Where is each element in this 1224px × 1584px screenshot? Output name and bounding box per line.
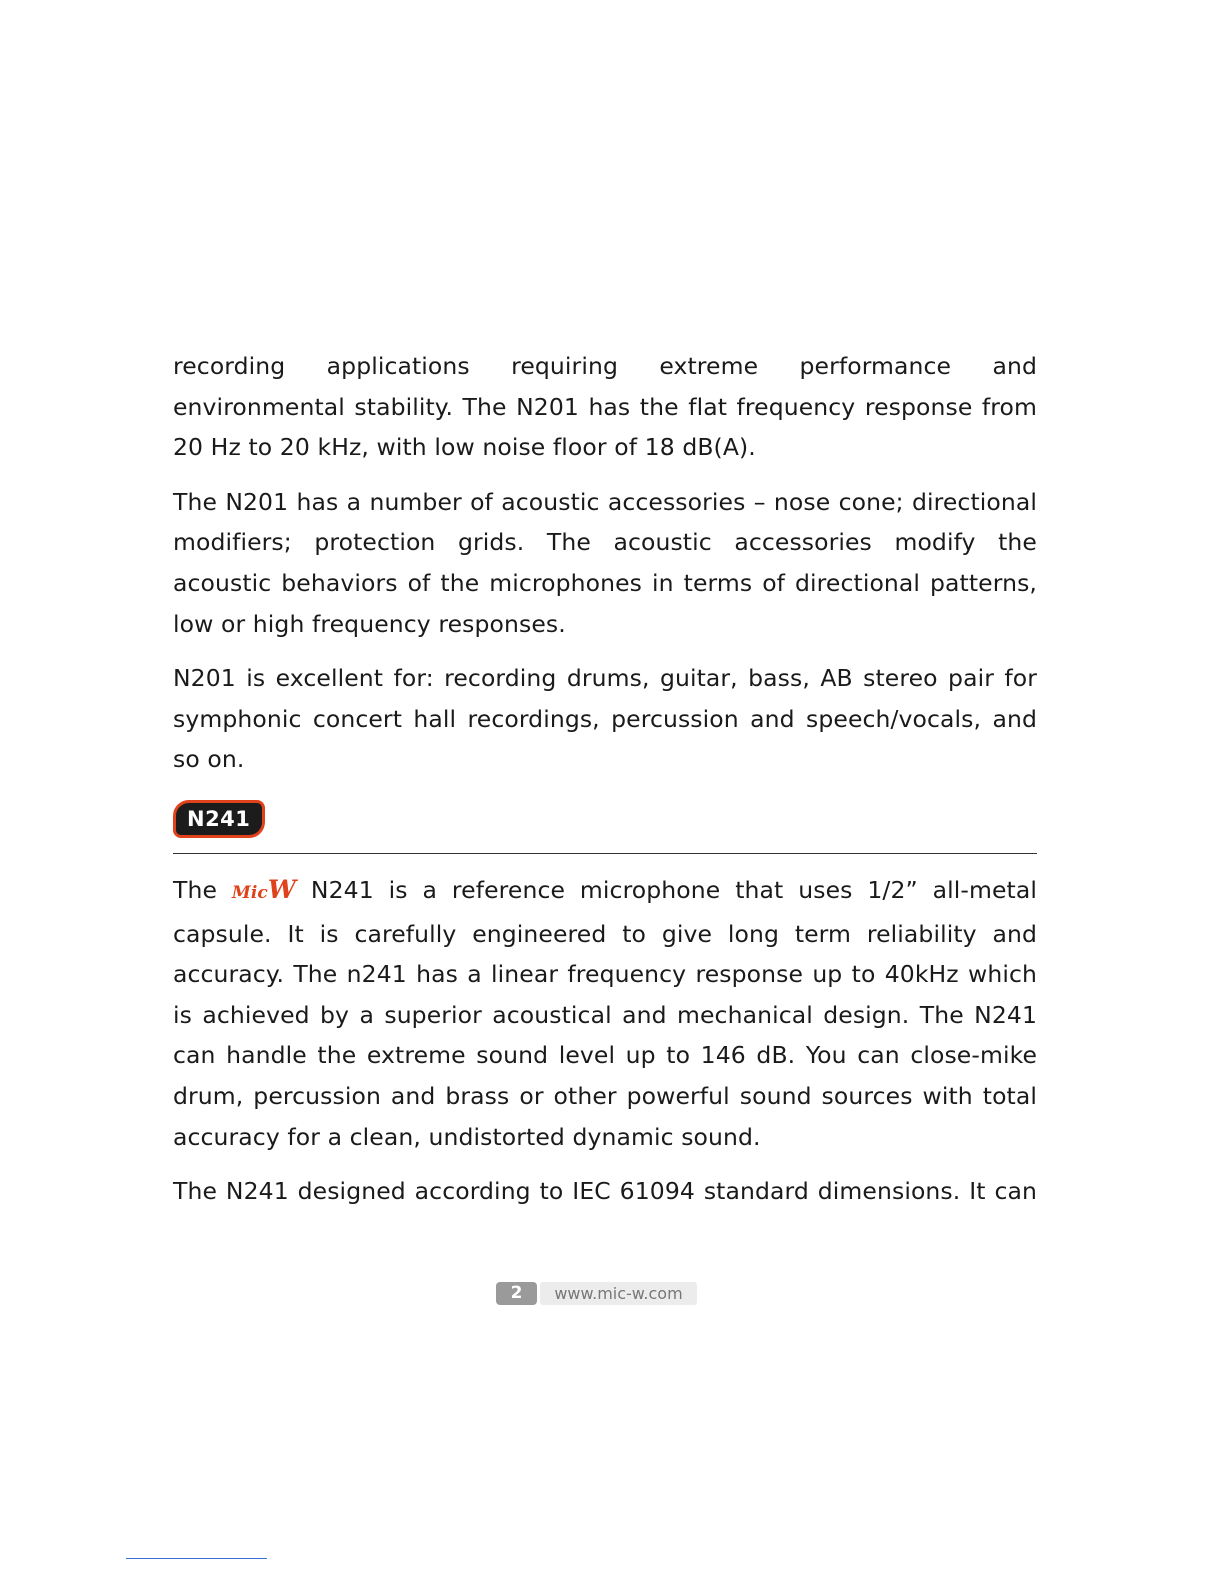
section-badge: N241 <box>173 800 265 838</box>
paragraph-prefix: The <box>173 876 232 904</box>
paragraph-rest: N241 is a reference microphone that uses 1/2” all-metal capsule. It is carefully engineered to give long term reliability and accuracy. The n241 has a linear frequency response up to 40kHz which is achieved by a superior acoustical and mechanical design. The N241 can handle the extreme sound level up to 146 dB. You can close-mike drum, percussion and brass or other powerful sound sources with total accuracy for a clean, undistorted dynamic sound. <box>173 876 1037 1151</box>
paragraph: N201 is excellent for: recording drums, guitar, bass, AB stereo pair for symphonic concert hall recordings, percussion and speech/vocals, and so on. <box>173 664 1037 774</box>
logo-w-text: W <box>267 875 297 904</box>
logo-mic-text: Mic <box>231 883 268 903</box>
page-number: 2 <box>496 1282 537 1305</box>
body-text-bottom <box>173 870 1037 1226</box>
micw-logo <box>232 870 296 914</box>
corner-rule <box>126 1558 267 1559</box>
page-footer <box>496 1281 697 1305</box>
website-link[interactable]: www.mic-w.com <box>540 1282 697 1305</box>
paragraph: The N241 designed according to IEC 61094 standard dimensions. It can <box>173 1177 1037 1206</box>
paragraph: recording applications requiring extreme performance and environmental stability. The N201 has the flat frequency response from 20 Hz to 20 kHz, with low noise floor of 18 dB(A). <box>173 352 1037 462</box>
paragraph: The N201 has a number of acoustic accessories – nose cone; directional modifiers; protection grids. The acoustic accessories modify the acoustic behaviors of the microphones in terms of directional patterns, low or high frequency responses. <box>173 487 1037 638</box>
paragraph <box>173 870 1037 1157</box>
body-text-top <box>173 346 1037 794</box>
section-heading <box>173 800 1037 838</box>
section-divider <box>173 853 1037 854</box>
